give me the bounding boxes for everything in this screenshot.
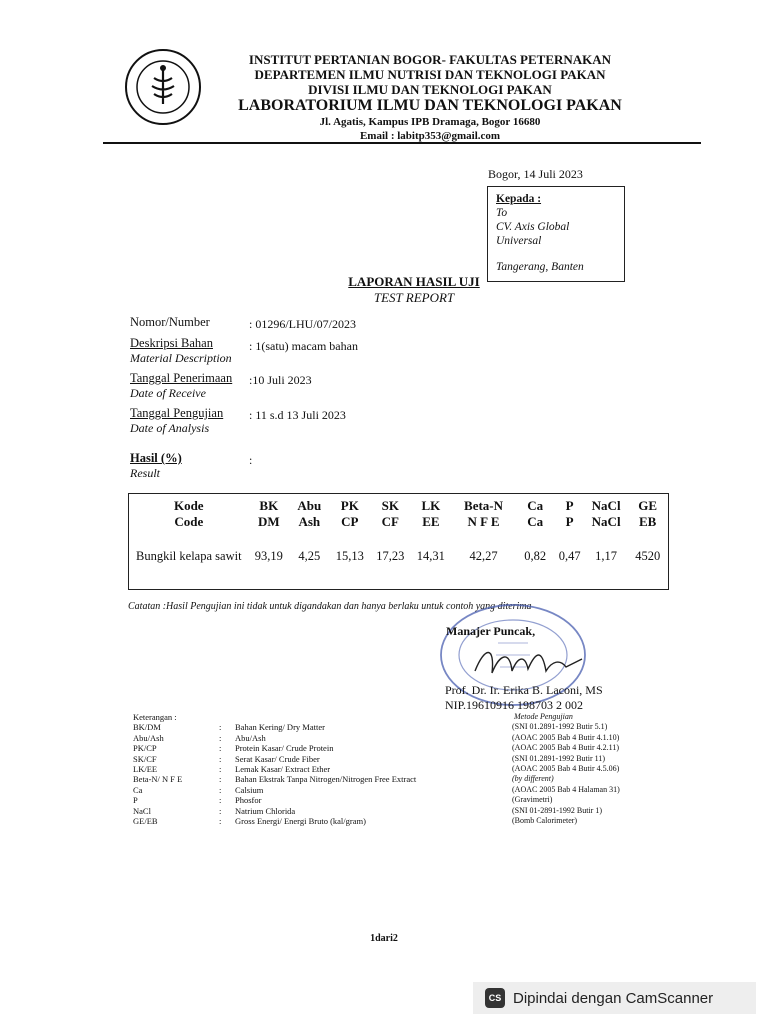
legend-row: SK/CF : Serat Kasar/ Crude Fiber xyxy=(133,754,416,764)
report-title-sub: TEST REPORT xyxy=(373,290,455,305)
method-item: (AOAC 2005 Bab 4 Halaman 31) xyxy=(512,784,620,794)
field-sublabel: Result xyxy=(130,466,160,480)
camscanner-text: Dipindai dengan CamScanner xyxy=(513,989,714,1007)
field-receive-value: :10 Juli 2023 xyxy=(249,373,312,387)
field-label: Tanggal Penerimaan xyxy=(130,371,233,385)
cell-sample: Bungkil kelapa sawit xyxy=(136,549,242,563)
col-header: SK xyxy=(381,498,400,513)
field-analysis-value: : 11 s.d 13 Juli 2023 xyxy=(249,408,346,422)
col-header: P xyxy=(565,498,574,513)
col-header: LK xyxy=(421,498,441,513)
legend-desc: Gross Energi/ Energi Bruto (kal/gram) xyxy=(235,816,366,827)
camscanner-icon: CS xyxy=(485,988,505,1008)
col-header: BK xyxy=(259,498,279,513)
field-sublabel: Date of Receive xyxy=(130,386,206,400)
field-sublabel: Date of Analysis xyxy=(130,421,210,435)
signatory-title: Manajer Puncak, xyxy=(446,624,536,638)
cell-value: 42,27 xyxy=(469,548,498,563)
legend-row: NaCl : Natrium Chlorida xyxy=(133,806,416,816)
method-item: (SNI 01.2891-1992 Butir 11) xyxy=(512,753,606,763)
results-table xyxy=(128,493,669,590)
table-header-row xyxy=(129,494,668,514)
legend-row: BK/DM : Bahan Kering/ Dry Matter xyxy=(133,722,416,732)
legend-desc: Protein Kasar/ Crude Protein xyxy=(235,743,334,754)
legend-desc: Serat Kasar/ Crude Fiber xyxy=(235,753,320,764)
field-label: Nomor/Number xyxy=(130,315,210,329)
method-item: (AOAC 2005 Bab 4 Butir 4.1.10) xyxy=(512,732,620,742)
col-header: CF xyxy=(381,514,400,529)
legend-abbr: Ca xyxy=(133,784,143,795)
col-header: EB xyxy=(639,514,657,529)
table-header-row xyxy=(129,514,668,530)
field-label: Tanggal Pengujian xyxy=(130,406,224,420)
col-header: GE xyxy=(638,498,658,513)
col-header: Ash xyxy=(298,514,321,529)
recipient-box xyxy=(487,186,625,282)
col-header: Code xyxy=(174,514,204,529)
legend-title: Keterangan : xyxy=(133,712,177,722)
legend-row: Beta-N/ N F E : Bahan Ekstrak Tanpa Nitrogen/Nitrogen Free Extract xyxy=(133,774,417,785)
method-item: (Bomb Calorimeter) xyxy=(512,816,578,826)
email-line: Email : labitp353@gmail.com xyxy=(359,130,501,142)
legend-desc: Calsium xyxy=(235,784,264,795)
result-label xyxy=(130,451,182,481)
method-item: (AOAC 2005 Bab 4 Butir 4.5.06) xyxy=(512,764,620,774)
field-receive-label xyxy=(130,371,232,401)
test-methods xyxy=(512,712,620,826)
header-divider xyxy=(103,142,701,144)
document-date: Bogor, 14 Juli 2023 xyxy=(488,167,583,181)
recipient-label: Kepada : xyxy=(496,193,542,205)
handwritten-signature xyxy=(470,641,590,681)
laboratory-line: LABORATORIUM ILMU DAN TEKNOLOGI PAKAN xyxy=(238,97,622,114)
legend-row: Abu/Ash : Abu/Ash xyxy=(133,733,416,743)
report-title xyxy=(0,274,768,306)
method-item: (SNI 01-2891-1992 Butir 1) xyxy=(512,805,602,815)
cell-value: 14,31 xyxy=(416,548,445,563)
legend-abbr: P xyxy=(133,795,138,806)
legend-desc: Abu/Ash xyxy=(235,732,266,743)
result-colon: : xyxy=(249,453,253,467)
camscanner-watermark xyxy=(473,982,756,1014)
col-header: P xyxy=(565,514,574,529)
legend-row: GE/EB : Gross Energi/ Energi Bruto (kal/gram) xyxy=(133,816,416,826)
cell-value: 4,25 xyxy=(298,548,321,563)
methods-title: Metode Pengujian xyxy=(514,712,573,721)
col-header: Beta-N xyxy=(464,498,504,513)
field-sublabel: Material Description xyxy=(130,351,232,365)
page-number: 1dari2 xyxy=(370,933,398,944)
legend-abbr: PK/CP xyxy=(133,743,157,754)
legend-row: Ca : Calsium xyxy=(133,785,416,795)
cell-value: 0,82 xyxy=(524,548,547,563)
cell-value: 17,23 xyxy=(376,548,405,563)
col-header: Kode xyxy=(173,498,204,513)
cell-value: 15,13 xyxy=(335,548,364,563)
legend xyxy=(133,712,416,826)
cell-value: 0,47 xyxy=(558,548,581,563)
legend-abbr: Beta-N/ N F E xyxy=(133,774,183,785)
method-item: (AOAC 2005 Bab 4 Butir 4.2.11) xyxy=(512,743,620,753)
legend-desc: Bahan Ekstrak Tanpa Nitrogen/Nitrogen Free Extract xyxy=(235,774,417,785)
legend-abbr: BK/DM xyxy=(133,722,161,733)
ipb-logo xyxy=(124,48,202,126)
col-header: PK xyxy=(340,498,359,513)
col-header: NaCl xyxy=(591,514,621,529)
legend-row: PK/CP : Protein Kasar/ Crude Protein xyxy=(133,743,416,753)
report-title-main: LAPORAN HASIL UJI xyxy=(348,274,480,289)
signatory-nip: NIP.19610916 198703 2 002 xyxy=(445,698,584,712)
field-material-label xyxy=(130,336,232,366)
legend-abbr: Abu/Ash xyxy=(133,732,164,743)
field-number-value: : 01296/LHU/07/2023 xyxy=(249,317,356,331)
legend-desc: Natrium Chlorida xyxy=(235,805,296,816)
field-label: Hasil (%) xyxy=(130,451,182,465)
method-item: (by different) xyxy=(512,774,554,784)
division-line: DIVISI ILMU DAN TEKNOLOGI PAKAN xyxy=(308,82,552,97)
results-grid xyxy=(129,494,668,582)
col-header: NaCl xyxy=(591,498,621,513)
cell-value: 4520 xyxy=(635,548,661,563)
field-label: Deskripsi Bahan xyxy=(130,336,213,350)
letterhead xyxy=(200,52,660,143)
method-item: (Gravimetri) xyxy=(512,795,553,805)
cell-value: 1,17 xyxy=(595,548,618,563)
legend-abbr: SK/CF xyxy=(133,753,157,764)
legend-abbr: NaCl xyxy=(133,805,151,816)
department-line: DEPARTEMEN ILMU NUTRISI DAN TEKNOLOGI PAKAN xyxy=(254,67,606,82)
legend-desc: Lemak Kasar/ Extract Ether xyxy=(235,764,331,775)
field-material-value: : 1(satu) macam bahan xyxy=(249,339,358,353)
legend-abbr: GE/EB xyxy=(133,816,158,827)
method-item: (SNI 01.2891-1992 Butir 5.1) xyxy=(512,722,608,732)
table-row xyxy=(129,530,668,582)
col-header: Ca xyxy=(527,498,544,513)
signatory-name: Prof. Dr. Ir. Erika B. Laconi, MS xyxy=(445,683,603,697)
legend-desc: Phosfor xyxy=(235,795,262,806)
disclaimer-note: Catatan :Hasil Pengujian ini tidak untuk digandakan dan hanya berlaku untuk contoh yang diterima xyxy=(128,601,532,612)
legend-row: P : Phosfor xyxy=(133,795,416,805)
col-header: DM xyxy=(257,514,280,529)
recipient-company: CV. Axis Global Universal xyxy=(496,221,570,247)
col-header: N F E xyxy=(467,514,500,529)
field-analysis-label xyxy=(130,406,223,436)
col-header: CP xyxy=(341,514,359,529)
address-line: Jl. Agatis, Kampus IPB Dramaga, Bogor 16680 xyxy=(319,116,541,128)
signatory-block xyxy=(445,683,603,713)
cell-value: 93,19 xyxy=(254,548,283,563)
legend-table xyxy=(133,722,416,826)
institution-line: INSTITUT PERTANIAN BOGOR- FAKULTAS PETERNAKAN xyxy=(248,52,612,67)
recipient-to: To xyxy=(496,207,508,219)
field-number-label xyxy=(130,315,210,330)
legend-desc: Bahan Kering/ Dry Matter xyxy=(235,722,325,733)
recipient-location: Tangerang, Banten xyxy=(496,261,584,273)
col-header: Ca xyxy=(527,514,544,529)
legend-abbr: LK/EE xyxy=(133,764,158,775)
legend-row: LK/EE : Lemak Kasar/ Extract Ether xyxy=(133,764,416,774)
col-header: EE xyxy=(422,514,440,529)
col-header: Abu xyxy=(297,498,322,513)
